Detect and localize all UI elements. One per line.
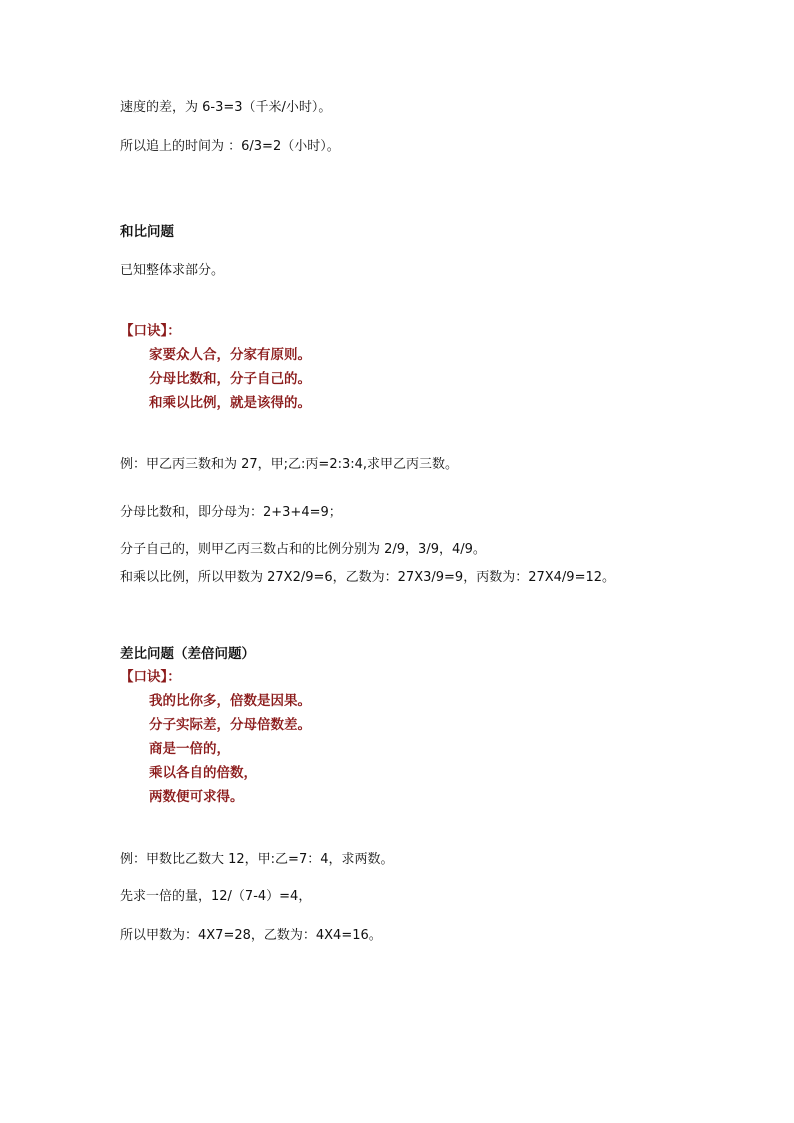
mnemonic-verse: 家要众人合，分家有原则。 — [149, 347, 311, 363]
solution-step: 分子自己的，则甲乙丙三数占和的比例分别为 2/9，3/9，4/9。 — [120, 542, 486, 557]
mnemonic-verse: 和乘以比例，就是该得的。 — [149, 395, 311, 411]
solution-step: 分母比数和，即分母为：2+3+4=9； — [120, 505, 342, 520]
section-title-sum-ratio: 和比问题 — [120, 224, 174, 240]
example-text: 例：甲乙丙三数和为 27，甲;乙:丙=2:3:4,求甲乙丙三数。 — [120, 457, 459, 472]
solution-step: 和乘以比例，所以甲数为 27X2/9=6，乙数为：27X3/9=9，丙数为：27X4/9=12。 — [120, 570, 616, 585]
mnemonic-verse: 乘以各自的倍数， — [149, 765, 257, 781]
solution-step: 所以甲数为：4X7=28，乙数为：4X4=16。 — [120, 928, 382, 943]
speed-difference-line: 速度的差，为 6-3=3（千米/小时）。 — [120, 100, 332, 115]
mnemonic-verse: 我的比你多，倍数是因果。 — [149, 693, 311, 709]
catch-up-time-line: 所以追上的时间为 ：6/3=2（小时）。 — [120, 139, 340, 154]
mnemonic-label: 【口诀】： — [120, 323, 181, 339]
mnemonic-verse: 商是一倍的， — [149, 741, 230, 757]
example-text: 例：甲数比乙数大 12，甲:乙=7：4，求两数。 — [120, 852, 394, 867]
solution-step: 先求一倍的量，12/（7-4）=4， — [120, 889, 312, 904]
mnemonic-verse: 两数便可求得。 — [149, 789, 244, 805]
section-title-difference-ratio: 差比问题（差倍问题） — [120, 646, 255, 662]
section-intro: 已知整体求部分。 — [120, 263, 225, 278]
mnemonic-verse: 分子实际差，分母倍数差。 — [149, 717, 311, 733]
mnemonic-verse: 分母比数和，分子自己的。 — [149, 371, 311, 387]
mnemonic-label: 【口诀】： — [120, 669, 181, 685]
